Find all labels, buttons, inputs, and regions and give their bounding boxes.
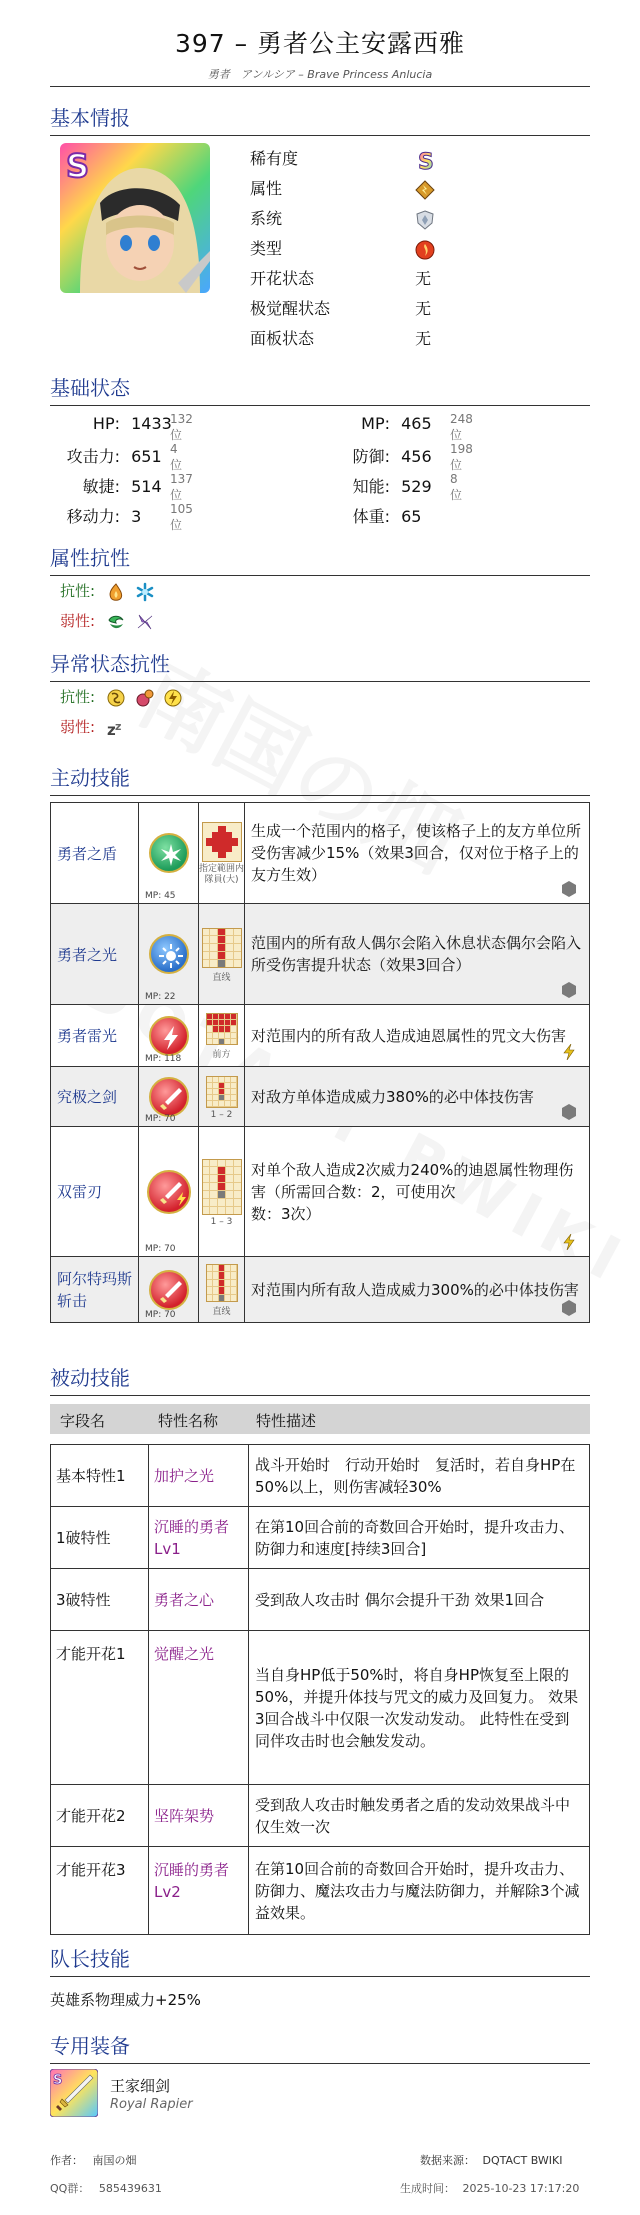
ultimate-slash-skill-icon [149,1270,189,1310]
footer-time [400,2180,579,2196]
stat-rank: 198位 [450,442,473,472]
skill-desc [245,1257,590,1323]
passive-field: 基本特性1 [51,1445,149,1507]
resist-label: 抗性: [60,688,96,706]
page-title: 397 – 勇者公主安露西雅 [174,29,466,58]
range-grid [202,928,242,968]
skill-mp: MP: 22 [145,992,176,1002]
skill-desc-text: 对敌方单体造成威力380%的必中体技伤害 [251,1087,534,1106]
skill-desc-text: 对单个敌人造成2次威力240%的迪恩属性物理伤害（所需回合数：2，可使用次 数：3次） [251,1160,574,1223]
skill-row [51,1005,590,1067]
skill-name: 勇者之盾 [51,803,139,904]
range-label: 1 – 3 [210,1216,233,1227]
info-label: 属性 [250,179,283,198]
leader-skill-text: 英雄系物理威力+25% [50,1991,201,2009]
equipment-name-en: Royal Rapier [110,2097,193,2112]
svg-text:z: z [114,719,122,733]
footer-author-label: 作者： [50,2154,83,2167]
thunder-skill-icon [149,1016,189,1056]
equipment-name: 王家细剑 [110,2077,171,2095]
stat-value: 651 [131,447,162,466]
stat-atk [50,442,183,472]
range-grid [206,1076,238,1108]
stat-rank: 132位 [170,412,193,442]
info-value: 无 [415,299,432,318]
stat-rank: 137位 [170,472,193,502]
stat-mov [50,502,193,532]
skill-row [51,1127,590,1257]
weak-label: 弱性: [60,718,96,736]
passive-name: 觉醒之光 [149,1631,249,1785]
status-resist-row [60,686,183,708]
lightning-icon [561,1044,577,1060]
ice-icon [135,582,155,602]
title-divider [50,86,590,87]
system-icon [415,210,435,230]
skill-icon-cell [139,1127,199,1257]
passive-desc: 受到敌人攻击时触发勇者之盾的发动效果战斗中仅生效一次 [249,1785,590,1847]
range-label: 直线 [212,1307,231,1317]
status-weak-row [60,716,126,738]
passive-desc: 当自身HP低于50%时，将自身HP恢复至上限的50%，并提升体技与咒文的威力及回复力。 效果3回合战斗中仅限一次发动发动。 此特性在受到同伴攻击时也会触发发动。 [249,1631,590,1785]
footer-source-value: DQTACT BWIKI [482,2154,563,2167]
paralyze-icon [163,688,183,708]
double-blade-skill-icon [147,1170,191,1214]
passive-row [51,1631,590,1785]
passive-name: 勇者之心 [149,1569,249,1631]
range-label: 指定範囲内 隊員(大) [199,864,245,885]
stat-value: 514 [131,477,162,496]
stat-rank: 248位 [450,412,473,442]
info-awaken [250,296,431,319]
col-field: 字段名 [60,1412,106,1430]
stat-value: 529 [401,477,432,496]
footer-source [420,2152,562,2168]
passive-field: 才能开花3 [51,1847,149,1935]
passive-name: 沉睡的勇者 Lv2 [149,1847,249,1935]
footer-time-value: 2025-10-23 17:17:20 [462,2182,580,2195]
skill-icon-cell [139,1005,199,1067]
passive-field: 3破特性 [51,1569,149,1631]
skill-mp: MP: 70 [145,1244,176,1254]
skill-range-cell [199,904,245,1005]
stat-value: 456 [401,447,432,466]
col-desc: 特性描述 [256,1412,317,1430]
fire-icon [106,582,126,602]
stat-label: HP: [92,414,120,433]
skill-desc [245,1067,590,1127]
skill-icon-cell [139,1067,199,1127]
section-passive-skills: 被动技能 [50,1362,590,1396]
stat-rank: 8位 [450,472,463,502]
passive-row [51,1569,590,1631]
stat-label: MP: [361,414,390,433]
stat-value: 1433 [131,414,172,433]
footer-time-label: 生成时间： [400,2182,455,2195]
footer-qq-label: QQ群： [50,2182,90,2195]
skill-range-cell [199,1257,245,1323]
stat-int [350,472,463,502]
skill-name: 究极之剑 [51,1067,139,1127]
col-name: 特性名称 [158,1412,219,1430]
stat-label: 敏捷: [82,477,120,496]
skill-desc [245,803,590,904]
skill-desc-text: 生成一个范围内的格子，使该格子上的友方单位所受伤害减少15%（效果3回合，仅对位于格子上的友方生效） [251,822,582,884]
passive-desc: 受到敌人攻击时 偶尔会提升干劲 效果1回合 [249,1569,590,1631]
skill-desc [245,1005,590,1067]
rarity-s-icon [415,150,435,170]
skill-name: 勇者雷光 [51,1005,139,1067]
passive-row [51,1507,590,1569]
skill-icon-cell [139,1257,199,1323]
sleep-icon [106,718,126,738]
skill-range-cell [199,1067,245,1127]
passive-table-header [50,1404,590,1434]
passive-field: 才能开花2 [51,1785,149,1847]
passive-skills-table [50,1444,590,1935]
info-value: 无 [415,329,432,348]
section-active-skills: 主动技能 [50,762,590,796]
skill-range-cell [199,1127,245,1257]
svg-text:z: z [106,720,116,738]
shield-skill-icon [149,833,189,873]
skill-desc-text: 对范围内所有敌人造成威力300%的必中体技伤害 [251,1280,579,1299]
passive-row [51,1847,590,1935]
section-equipment: 专用装备 [50,2030,590,2064]
range-grid [202,822,242,862]
skill-mp: MP: 70 [145,1114,176,1124]
info-type [250,236,435,260]
skill-row [51,904,590,1005]
info-element [250,176,435,200]
poison-icon [135,688,155,708]
stat-agi [50,472,193,502]
section-leader-skill: 队长技能 [50,1943,590,1977]
passive-field: 才能开花1 [51,1631,149,1785]
stat-def [350,442,473,472]
stat-wgt [350,504,421,527]
info-system [250,206,435,230]
range-label: 直线 [212,972,231,983]
info-rarity [250,146,435,170]
dark-icon [135,612,155,632]
range-grid [202,1159,242,1215]
skill-mp: MP: 70 [145,1310,176,1320]
info-label: 系统 [250,209,283,228]
passive-desc: 在第10回合前的奇数回合开始时，提升攻击力、防御力、魔法攻击力与魔法防御力，并解除3个减益效果。 [249,1847,590,1935]
hexagon-icon [561,1104,577,1120]
range-label: 前方 [212,1050,231,1060]
skill-row [51,1067,590,1127]
skill-desc [245,1127,590,1257]
hexagon-icon [561,1300,577,1316]
skill-row [51,803,590,904]
svg-text:S: S [418,149,434,172]
section-attr-resist: 属性抗性 [50,542,590,576]
stat-mp [350,412,473,442]
passive-name: 沉睡的勇者 Lv1 [149,1507,249,1569]
skill-name: 双雷刃 [51,1127,139,1257]
header [50,24,590,82]
range-label: 1 – 2 [210,1109,233,1120]
skill-desc-text: 对范围内的所有敌人造成迪恩属性的咒文大伤害 [251,1026,567,1045]
stat-label: 体重: [352,507,390,526]
element-icon [415,180,435,200]
passive-row [51,1785,590,1847]
passive-desc: 战斗开始时 行动开始时 复活时，若自身HP在50%以上，则伤害减轻30% [249,1445,590,1507]
svg-text:S: S [66,147,90,185]
confuse-icon [106,688,126,708]
section-base-stats: 基础状态 [50,372,590,406]
info-label: 类型 [250,239,283,258]
stat-value: 3 [131,507,142,526]
skill-icon-cell [139,904,199,1005]
footer-author [50,2152,137,2168]
attr-resist-row [60,580,155,602]
stat-label: 移动力: [66,507,120,526]
footer-qq [50,2180,162,2196]
stat-value: 65 [401,507,422,526]
info-label: 稀有度 [250,149,299,168]
skill-mp: MP: 45 [145,891,176,901]
skill-range-cell [199,803,245,904]
info-label: 面板状态 [250,329,315,348]
character-portrait [60,143,210,293]
weak-label: 弱性: [60,612,96,630]
info-label: 开花状态 [250,269,315,288]
info-value: 无 [415,269,432,288]
wind-icon [106,612,126,632]
info-bloom [250,266,431,289]
section-status-resist: 异常状态抗性 [50,648,590,682]
passive-desc: 在第10回合前的奇数回合开始时，提升攻击力、防御力和速度[持续3回合] [249,1507,590,1569]
stat-label: 防御: [352,447,390,466]
lightning-icon [561,1234,577,1250]
type-icon [415,240,435,260]
stat-hp [50,412,193,442]
footer-source-label: 数据来源： [420,2154,475,2167]
page-subtitle: 勇者 アンルシア – Brave Princess Anlucia [207,68,433,81]
footer-qq-value: 585439631 [98,2182,162,2195]
info-panel [250,326,431,349]
skill-mp: MP: 118 [145,1054,182,1064]
info-label: 极觉醒状态 [250,299,331,318]
range-grid [206,1013,238,1045]
range-grid [206,1264,238,1302]
section-basic-info: 基本情报 [50,102,590,136]
passive-field: 1破特性 [51,1507,149,1569]
stat-label: 知能: [352,477,390,496]
light-skill-icon [149,934,189,974]
skill-icon-cell [139,803,199,904]
stat-rank: 4位 [170,442,183,472]
active-skills-table [50,802,590,1323]
footer-author-value: 南国の畑 [92,2154,137,2167]
hexagon-icon [561,881,577,897]
passive-name: 加护之光 [149,1445,249,1507]
attr-weak-row [60,610,155,632]
hexagon-icon [561,982,577,998]
sword-skill-icon [149,1077,189,1117]
skill-range-cell [199,1005,245,1067]
svg-text:S: S [53,2073,63,2088]
passive-name: 坚阵架势 [149,1785,249,1847]
skill-name: 阿尔特玛斯斩击 [51,1257,139,1323]
skill-row [51,1257,590,1323]
royal-rapier-icon [50,2069,98,2117]
skill-name: 勇者之光 [51,904,139,1005]
passive-row [51,1445,590,1507]
stat-label: 攻击力: [66,447,120,466]
stat-rank: 105位 [170,502,193,532]
skill-desc [245,904,590,1005]
resist-label: 抗性: [60,582,96,600]
stat-value: 465 [401,414,432,433]
skill-desc-text: 范围内的所有敌人偶尔会陷入休息状态偶尔会陷入所受伤害提升状态（效果3回合） [251,934,582,974]
